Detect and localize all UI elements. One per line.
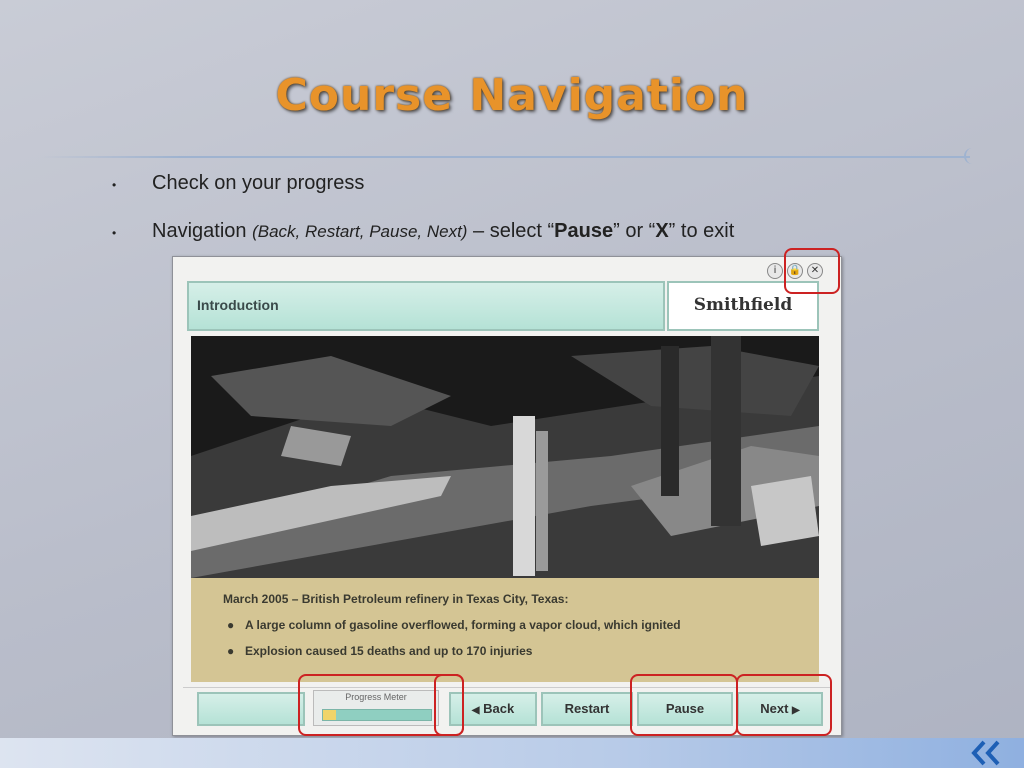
caption-bullet: ● bbox=[227, 644, 235, 658]
triangle-left-icon: ◀ bbox=[471, 705, 480, 716]
caption-bullet: ● bbox=[227, 618, 235, 632]
pause-button-label: Pause bbox=[665, 701, 705, 716]
course-player-window bbox=[172, 256, 842, 736]
lesson-caption bbox=[191, 578, 819, 682]
refinery-wreckage-image bbox=[191, 336, 819, 578]
lock-icon[interactable]: 🔒 bbox=[787, 263, 803, 279]
caption-heading: March 2005 – British Petroleum refinery in Texas City, Texas: bbox=[223, 592, 569, 606]
caption-item-text: Explosion caused 15 deaths and up to 170 injuries bbox=[245, 644, 533, 658]
next-button-label: Next bbox=[760, 701, 789, 716]
bullet-text-italic: (Back, Restart, Pause, Next) bbox=[252, 222, 468, 241]
nav-left-panel bbox=[197, 692, 305, 726]
bullet-dot: • bbox=[112, 178, 117, 192]
lesson-header bbox=[187, 281, 665, 331]
caption-list-item bbox=[227, 618, 681, 632]
restart-button[interactable] bbox=[541, 692, 633, 726]
restart-button-label: Restart bbox=[564, 701, 610, 716]
info-icon[interactable]: i bbox=[767, 263, 783, 279]
title-divider bbox=[40, 156, 970, 158]
caption-item-text: A large column of gasoline overflowed, forming a vapor cloud, which ignited bbox=[245, 618, 681, 632]
slide-footer-band bbox=[0, 738, 1024, 768]
lesson-title: Introduction bbox=[197, 297, 279, 313]
bullet-text-part: ” or “ bbox=[613, 220, 656, 242]
title-divider-cap bbox=[964, 148, 974, 164]
slide-title: Course Navigation bbox=[275, 70, 749, 121]
bullet-dot: • bbox=[112, 226, 117, 240]
bullet-text-bold: Pause bbox=[554, 220, 614, 242]
highlight-pause bbox=[630, 674, 738, 736]
back-button-label: Back bbox=[483, 701, 515, 716]
bullet-text-part: – select “ bbox=[467, 220, 555, 242]
bullet-text: Check on your progress bbox=[152, 172, 365, 194]
close-icon[interactable]: ✕ bbox=[807, 263, 823, 279]
lesson-photo bbox=[191, 336, 819, 578]
bullet-text-part: ” to exit bbox=[668, 220, 735, 242]
bullet-text-bold: X bbox=[655, 220, 669, 242]
logo-text: Smithfield bbox=[693, 295, 793, 315]
highlight-back bbox=[434, 674, 464, 736]
highlight-next bbox=[736, 674, 832, 736]
progress-meter-label: Progress Meter bbox=[345, 692, 407, 702]
highlight-close-controls bbox=[784, 248, 840, 294]
double-chevron-icon bbox=[962, 740, 1008, 766]
triangle-right-icon: ▶ bbox=[792, 705, 800, 716]
bullet-text bbox=[152, 220, 734, 243]
caption-list-item bbox=[227, 644, 532, 658]
bullet-text-part: Navigation bbox=[152, 220, 253, 242]
